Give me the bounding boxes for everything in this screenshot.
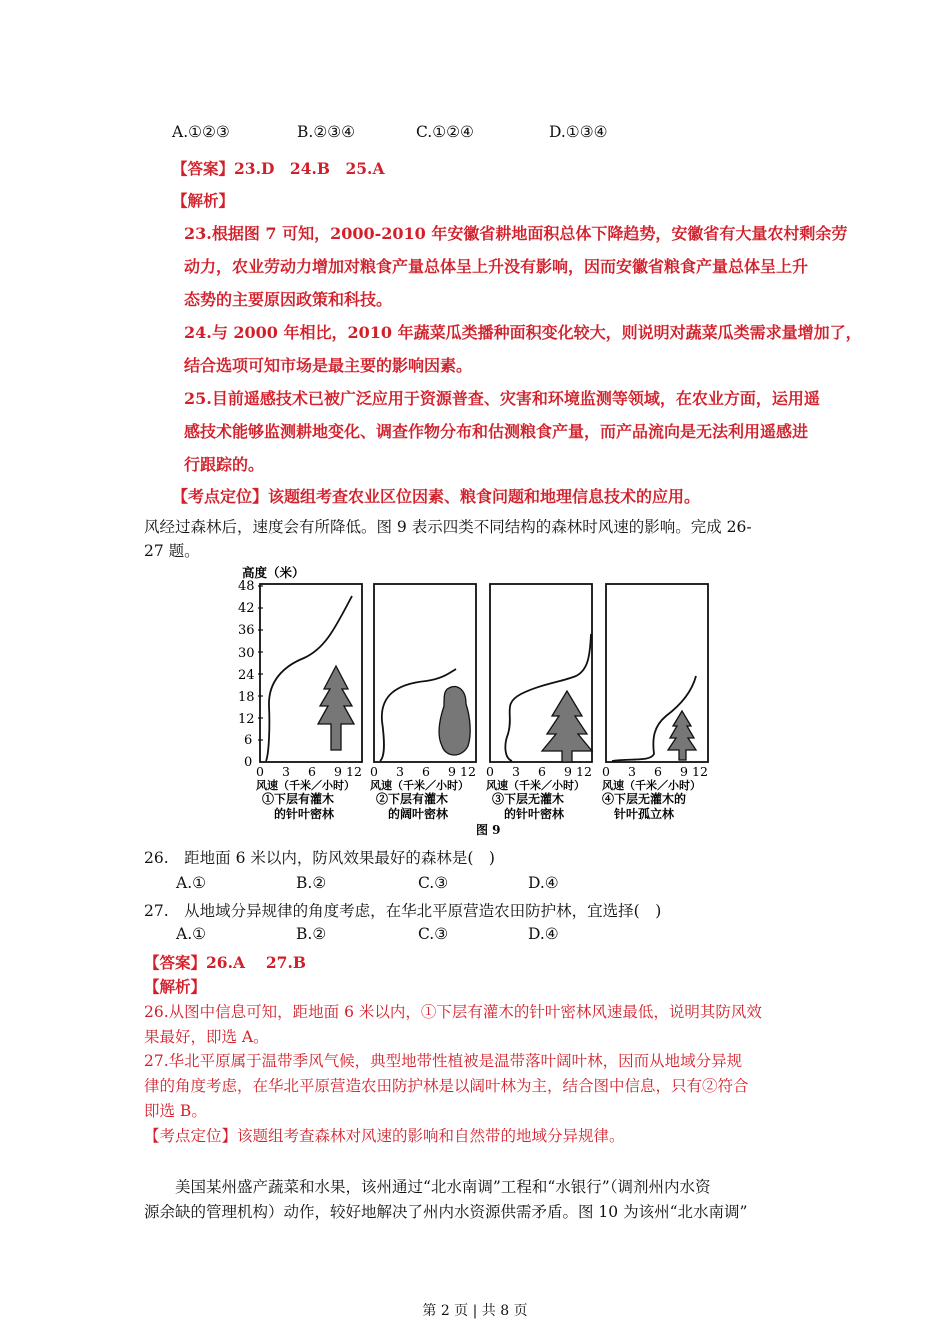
svg-text:风速（千米／小时）: 风速（千米／小时） [602,779,701,792]
q27-option-c: C.③ [418,925,449,943]
caption-2-line1: ②下层有灌木 [376,792,449,806]
q27-option-d: D.④ [528,925,559,943]
x-axis-labels [256,778,701,792]
caption-1-line1: ①下层有灌木 [262,792,335,806]
final-line1: 美国某州盛产蔬菜和水果，该州通过“北水南调”工程和“水银行”（调剂州内水资 [144,1178,711,1196]
page-footer: 第 2 页 | 共 8 页 [422,1303,528,1319]
svg-text:0: 0 [370,764,378,779]
kaodian-2: 【考点定位】该题组考查森林对风速的影响和自然带的地域分异规律。 [144,1127,625,1145]
panel-captions [262,791,686,821]
svg-text:9: 9 [680,764,688,779]
figure-caption: 图 9 [476,823,501,836]
x-tick-labels [256,764,708,779]
analysis-27-line3: 即选 B。 [144,1102,207,1120]
analysis-27-line2: 律的角度考虑，在华北平原营造农田防护林是以阔叶林为主，结合图中信息，只有②符合 [144,1077,749,1095]
y-axis-label: 高度（米） [242,566,305,580]
q25-option-a: A.①②③ [172,123,230,141]
analysis-label-1: 【解析】 [172,191,235,210]
caption-2-line2: 的阔叶密林 [388,807,449,821]
svg-text:6: 6 [538,764,546,779]
q25-option-c: C.①②④ [416,123,474,141]
svg-text:3: 3 [396,764,404,779]
svg-text:12: 12 [576,764,592,779]
y-tick: 0 [244,755,253,770]
panel-2 [374,584,476,762]
panel-3 [490,584,592,762]
panel-frame [260,584,362,762]
analysis-25-line3: 行跟踪的。 [184,455,265,474]
analysis-27-line1: 27.华北平原属于温带季风气候，典型地带性植被是温带落叶阔叶林，因而从地域分异规 [144,1052,743,1070]
svg-text:9: 9 [448,764,456,779]
analysis-25-line1: 25.目前遥感技术已被广泛应用于资源普查、灾害和环境监测等领域，在农业方面，运用遥 [184,389,820,408]
svg-text:3: 3 [628,764,636,779]
y-tick: 18 [238,690,255,705]
kaodian-1: 【考点定位】该题组考查农业区位因素、粮食问题和地理信息技术的应用。 [172,487,701,506]
conifer-tree-icon [668,711,696,760]
svg-text:9: 9 [334,764,342,779]
conifer-tree-icon [542,691,592,762]
analysis-25-line2: 感技术能够监测耕地变化、调查作物分布和估测粮食产量，而产品流向是无法利用遥感进 [184,422,809,441]
q25-option-b: B.②③④ [297,123,356,141]
analysis-24-line1: 24.与 2000 年相比，2010 年蔬菜瓜类播种面积变化较大，则说明对蔬菜瓜类需求量增加了， [184,323,862,342]
panel-4 [606,584,708,762]
svg-text:12: 12 [692,764,708,779]
svg-text:风速（千米／小时）: 风速（千米／小时） [256,779,355,792]
caption-3-line2: 的针叶密林 [504,807,565,821]
analysis-23-line3: 态势的主要原因政策和科技。 [184,290,393,309]
q26-option-d: D.④ [528,874,559,892]
final-line2: 源余缺的管理机构）动作，较好地解决了州内水资源供需矛盾。图 10 为该州“北水南调” [144,1203,748,1221]
y-tick: 48 [238,579,255,594]
y-tick: 24 [238,668,255,683]
intro-line2: 27 题。 [144,542,200,560]
y-tick-labels [238,579,255,770]
y-tick: 30 [238,646,255,661]
caption-4-line1: ④下层无灌木的 [602,792,687,806]
y-tick: 36 [238,623,255,638]
broadleaf-tree-icon [439,687,470,755]
q27-stem: 27. 从地域分异规律的角度考虑，在华北平原营造农田防护林，宜选择( ) [144,902,662,920]
svg-text:3: 3 [512,764,520,779]
analysis-26-line2: 果最好，即选 A。 [144,1028,269,1046]
panel-1 [260,584,362,762]
svg-text:3: 3 [282,764,290,779]
q26-option-b: B.② [296,874,327,892]
analysis-23-line1: 23.根据图 7 可知，2000-2010 年安徽省耕地面积总体下降趋势，安徽省有大量农村剩余劳 [184,224,848,243]
y-tick: 12 [238,712,255,727]
q27-option-a: A.① [176,925,207,943]
q25-option-d: D.①③④ [549,123,608,141]
svg-text:12: 12 [460,764,476,779]
caption-1-line2: 的针叶密林 [274,807,335,821]
answer-26-27: 【答案】26.A 27.B [144,953,306,972]
svg-text:风速（千米／小时）: 风速（千米／小时） [486,779,585,792]
svg-text:9: 9 [564,764,572,779]
svg-text:0: 0 [256,764,264,779]
svg-text:6: 6 [654,764,662,779]
svg-text:12: 12 [346,764,362,779]
figure-9-wind-forest [236,566,726,836]
answer-23-25: 【答案】23.D 24.B 25.A [172,159,385,178]
y-tick: 42 [238,601,255,616]
y-tick: 6 [244,733,253,748]
conifer-tree-icon [318,666,354,750]
analysis-label-2: 【解析】 [144,977,207,996]
caption-4-line2: 针叶孤立林 [614,807,675,821]
svg-text:风速（千米／小时）: 风速（千米／小时） [370,779,469,792]
svg-text:0: 0 [486,764,494,779]
svg-text:6: 6 [422,764,430,779]
svg-text:6: 6 [308,764,316,779]
intro-line1: 风经过森林后，速度会有所降低。图 9 表示四类不同结构的森林时风速的影响。完成 26- [144,518,752,536]
analysis-23-line2: 动力，农业劳动力增加对粮食产量总体呈上升没有影响，因而安徽省粮食产量总体呈上升 [184,257,809,276]
analysis-26-line1: 26.从图中信息可知，距地面 6 米以内，①下层有灌木的针叶密林风速最低，说明其防风效 [144,1003,762,1021]
q26-option-a: A.① [176,874,207,892]
caption-3-line1: ③下层无灌木 [492,792,565,806]
q26-option-c: C.③ [418,874,449,892]
q26-stem: 26. 距地面 6 米以内，防风效果最好的森林是( ) [144,849,495,867]
analysis-24-line2: 结合选项可知市场是最主要的影响因素。 [184,356,473,375]
svg-text:0: 0 [602,764,610,779]
q27-option-b: B.② [296,925,327,943]
